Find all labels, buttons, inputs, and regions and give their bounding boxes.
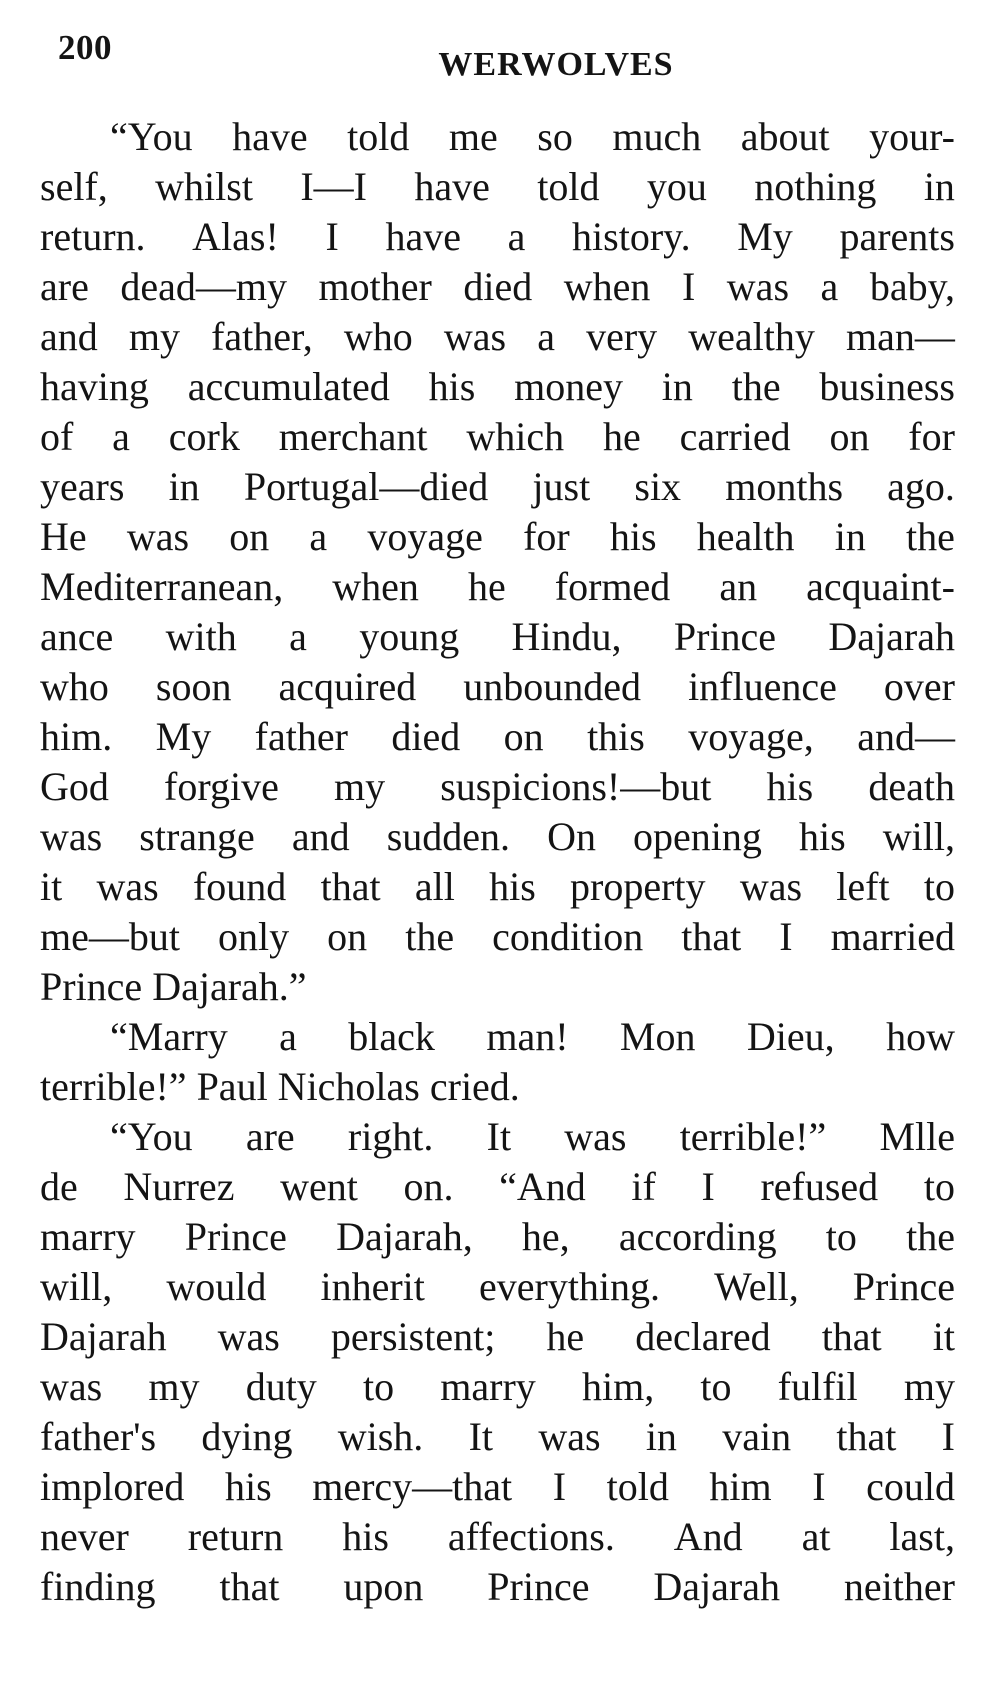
word: I xyxy=(779,914,793,959)
word: “You xyxy=(110,1114,193,1159)
word: was xyxy=(739,864,803,909)
word: Nurrez xyxy=(123,1164,235,1209)
word: upon xyxy=(343,1564,424,1609)
word: business xyxy=(819,364,955,409)
word: inherit xyxy=(320,1264,425,1309)
word: Dajarah, xyxy=(336,1214,473,1259)
word: “You xyxy=(110,114,193,159)
word: Prince xyxy=(487,1564,590,1609)
word: died xyxy=(391,714,461,759)
word: Dajarah xyxy=(653,1564,780,1609)
word: voyage xyxy=(367,514,483,559)
word: Mediterranean, xyxy=(40,564,284,609)
text-line xyxy=(40,1512,955,1562)
word: which xyxy=(466,414,565,459)
word: my xyxy=(903,1364,955,1409)
word: affections. xyxy=(447,1514,615,1559)
word: months xyxy=(725,464,844,509)
word: parents xyxy=(839,214,955,259)
word: he xyxy=(467,564,506,609)
word: that xyxy=(821,1314,882,1359)
text-line xyxy=(40,462,955,512)
word: the xyxy=(906,1214,955,1259)
word: it xyxy=(40,864,63,909)
word: for xyxy=(908,414,955,459)
word: return. xyxy=(40,214,146,259)
word: I xyxy=(812,1464,826,1509)
word: he, xyxy=(521,1214,570,1259)
word: all xyxy=(414,864,455,909)
word: fulfil xyxy=(777,1364,858,1409)
word: his xyxy=(489,864,536,909)
word: your- xyxy=(869,114,955,159)
running-head: WERWOLVES xyxy=(438,46,674,83)
word: and xyxy=(291,814,350,859)
text-line xyxy=(40,812,955,862)
word: he xyxy=(602,414,641,459)
word: formed xyxy=(554,564,671,609)
text-line xyxy=(40,1012,955,1062)
word: neither xyxy=(843,1564,955,1609)
word: my xyxy=(333,764,386,809)
word: young xyxy=(359,614,460,659)
word: property xyxy=(570,864,706,909)
word: only xyxy=(218,914,290,959)
word: “And xyxy=(499,1164,586,1209)
word: went xyxy=(280,1164,358,1209)
page-header xyxy=(58,28,968,88)
word: Prince xyxy=(673,614,777,659)
word: merchant xyxy=(278,414,428,459)
word: for xyxy=(523,514,570,559)
word: over xyxy=(883,664,955,709)
text-line xyxy=(40,312,955,362)
word: Prince xyxy=(852,1264,955,1309)
word: my xyxy=(128,314,180,359)
word: Hindu, xyxy=(511,614,622,659)
body-text xyxy=(40,112,955,1612)
word: told xyxy=(537,164,600,209)
word: On xyxy=(547,814,596,859)
word: Dajarah xyxy=(40,1314,167,1359)
word: money xyxy=(514,364,623,409)
word: me xyxy=(448,114,498,159)
word: to xyxy=(825,1214,857,1259)
word: implored xyxy=(40,1464,185,1509)
word: on xyxy=(327,914,368,959)
word: soon xyxy=(155,664,232,709)
word: having xyxy=(40,364,149,409)
word: with xyxy=(165,614,237,659)
word: who xyxy=(40,664,109,709)
word: wealthy xyxy=(688,314,815,359)
word: was xyxy=(96,864,159,909)
word: him, xyxy=(581,1364,655,1409)
word: the xyxy=(906,514,955,559)
word: that xyxy=(836,1414,897,1459)
word: told xyxy=(347,114,410,159)
word: declared xyxy=(635,1314,771,1359)
word: man! xyxy=(486,1014,569,1059)
text-line xyxy=(40,912,955,962)
word: him xyxy=(709,1464,772,1509)
word: if xyxy=(631,1164,656,1209)
word: him. xyxy=(40,714,113,759)
word: I xyxy=(941,1414,955,1459)
word: was xyxy=(538,1414,601,1459)
word: would xyxy=(166,1264,267,1309)
text-line xyxy=(40,162,955,212)
word: finding xyxy=(40,1564,156,1609)
word: to xyxy=(923,864,955,909)
word: health xyxy=(696,514,795,559)
word: I xyxy=(681,264,696,309)
word: a xyxy=(309,514,328,559)
word: It xyxy=(486,1114,512,1159)
word: I xyxy=(552,1464,567,1509)
word: are xyxy=(40,264,89,309)
word: will, xyxy=(882,814,955,859)
word: accumulated xyxy=(187,364,390,409)
word: vain xyxy=(722,1414,792,1459)
word: are xyxy=(245,1114,295,1159)
text-line xyxy=(40,1112,955,1162)
word: cork xyxy=(168,414,240,459)
text-line: terrible!” Paul Nicholas cried. xyxy=(40,1064,520,1109)
word: when xyxy=(332,564,419,609)
text-line xyxy=(40,362,955,412)
word: to xyxy=(700,1364,732,1409)
word: God xyxy=(40,764,109,809)
word: Mlle xyxy=(879,1114,955,1159)
text-line xyxy=(40,112,955,162)
word: his xyxy=(609,514,657,559)
word: who xyxy=(343,314,413,359)
word: a xyxy=(112,414,130,459)
word: according xyxy=(618,1214,777,1259)
word: father xyxy=(254,714,348,759)
word: a xyxy=(537,314,555,359)
word: last, xyxy=(889,1514,955,1559)
word: Dieu, xyxy=(746,1014,835,1059)
word: have xyxy=(232,114,308,159)
word: in xyxy=(923,164,955,209)
word: forgive xyxy=(164,764,279,809)
word: a xyxy=(507,214,526,259)
word: was xyxy=(40,814,103,859)
word: never xyxy=(40,1514,129,1559)
word: man— xyxy=(846,314,955,359)
word: history. xyxy=(572,214,691,259)
word: so xyxy=(537,114,573,159)
word: And xyxy=(673,1514,743,1559)
text-line xyxy=(40,1312,955,1362)
word: years xyxy=(40,464,125,509)
text-line xyxy=(40,212,955,262)
word: suspicions!—but xyxy=(440,764,712,809)
word: Dajarah xyxy=(828,614,955,659)
word: I xyxy=(325,214,339,259)
word: his xyxy=(224,1464,272,1509)
word: baby, xyxy=(869,264,955,309)
word: acquaint- xyxy=(806,564,955,609)
word: on xyxy=(829,414,870,459)
word: mercy—that xyxy=(312,1464,513,1509)
text-line xyxy=(40,1412,955,1462)
word: told xyxy=(606,1464,669,1509)
word: opening xyxy=(633,814,762,859)
word: six xyxy=(634,464,682,509)
text-line: Prince Dajarah.” xyxy=(40,964,307,1009)
word: could xyxy=(866,1464,955,1509)
word: strange xyxy=(139,814,255,859)
word: in xyxy=(834,514,866,559)
word: will, xyxy=(40,1264,113,1309)
word: on xyxy=(229,514,270,559)
word: He xyxy=(40,514,87,559)
word: return xyxy=(187,1514,284,1559)
word: his xyxy=(342,1514,389,1559)
word: was xyxy=(564,1114,627,1159)
word: was xyxy=(126,514,190,559)
word: voyage, xyxy=(688,714,814,759)
word: marry xyxy=(40,1214,136,1259)
word: persistent; xyxy=(330,1314,496,1359)
word: My xyxy=(737,214,793,259)
word: he xyxy=(546,1314,585,1359)
word: Portugal—died xyxy=(243,464,489,509)
word: an xyxy=(719,564,758,609)
word: the xyxy=(731,364,781,409)
word: at xyxy=(801,1514,831,1559)
word: condition xyxy=(492,914,644,959)
word: ance xyxy=(40,614,114,659)
word: duty xyxy=(245,1364,317,1409)
word: dying xyxy=(201,1414,293,1459)
word: in xyxy=(645,1414,677,1459)
word: father's xyxy=(40,1414,157,1459)
word: Mon xyxy=(619,1014,696,1059)
text-line xyxy=(40,512,955,562)
text-line xyxy=(40,1562,955,1612)
word: that xyxy=(320,864,381,909)
word: Well, xyxy=(714,1264,799,1309)
word: have xyxy=(414,164,490,209)
text-line xyxy=(40,1262,955,1312)
word: his xyxy=(766,764,814,809)
text-line xyxy=(40,1362,955,1412)
word: on. xyxy=(403,1164,454,1209)
word: a xyxy=(279,1014,297,1059)
word: married xyxy=(830,914,955,959)
word: dead—my xyxy=(120,264,287,309)
word: to xyxy=(923,1164,955,1209)
word: whilst xyxy=(155,164,253,209)
page-number: 200 xyxy=(58,28,112,67)
word: the xyxy=(405,914,455,959)
word: it xyxy=(932,1314,955,1359)
word: acquired xyxy=(278,664,417,709)
word: about xyxy=(740,114,830,159)
word: a xyxy=(820,264,839,309)
word: marry xyxy=(440,1364,536,1409)
word: a xyxy=(289,614,307,659)
text-line xyxy=(40,712,955,762)
word: just xyxy=(532,464,591,509)
word: very xyxy=(586,314,658,359)
word: you xyxy=(646,164,707,209)
word: found xyxy=(192,864,287,909)
word: terrible!” xyxy=(679,1114,827,1159)
word: left xyxy=(836,864,890,909)
word: carried xyxy=(679,414,791,459)
word: I xyxy=(701,1164,715,1209)
word: that xyxy=(219,1564,280,1609)
word: death xyxy=(868,764,955,809)
word: everything. xyxy=(478,1264,661,1309)
text-line xyxy=(40,762,955,812)
word: that xyxy=(681,914,742,959)
text-line xyxy=(40,862,955,912)
word: and— xyxy=(857,714,955,759)
word: to xyxy=(362,1364,395,1409)
word: father, xyxy=(211,314,313,359)
word: self, xyxy=(40,164,108,209)
word: much xyxy=(612,114,702,159)
text-line xyxy=(40,1162,955,1212)
word: was xyxy=(217,1314,280,1359)
word: have xyxy=(385,214,461,259)
word: in xyxy=(168,464,200,509)
word: black xyxy=(348,1014,435,1059)
word: me—but xyxy=(40,914,180,959)
word: refused xyxy=(760,1164,879,1209)
text-line xyxy=(40,562,955,612)
word: Alas! xyxy=(192,214,279,259)
word: when xyxy=(563,264,651,309)
word: my xyxy=(148,1364,200,1409)
word: was xyxy=(443,314,507,359)
word: “Marry xyxy=(110,1014,228,1059)
text-line xyxy=(40,1462,955,1512)
text-line xyxy=(40,662,955,712)
text-line xyxy=(40,1212,955,1262)
word: on xyxy=(503,714,544,759)
word: mother xyxy=(318,264,432,309)
word: of xyxy=(40,414,74,459)
text-line xyxy=(40,262,955,312)
word: this xyxy=(587,714,645,759)
word: was xyxy=(726,264,790,309)
word: in xyxy=(661,364,693,409)
word: was xyxy=(40,1364,103,1409)
word: died xyxy=(463,264,533,309)
word: nothing xyxy=(754,164,877,209)
word: It xyxy=(468,1414,494,1459)
word: I—I xyxy=(300,164,367,209)
word: Prince xyxy=(184,1214,287,1259)
word: his xyxy=(798,814,846,859)
word: influence xyxy=(688,664,837,709)
word: and xyxy=(40,314,98,359)
word: wish. xyxy=(337,1414,424,1459)
word: sudden. xyxy=(386,814,511,859)
word: how xyxy=(886,1014,955,1059)
word: de xyxy=(40,1164,78,1209)
text-line xyxy=(40,612,955,662)
word: his xyxy=(428,364,476,409)
word: My xyxy=(155,714,212,759)
word: unbounded xyxy=(463,664,642,709)
word: right. xyxy=(347,1114,434,1159)
text-line xyxy=(40,412,955,462)
word: ago. xyxy=(887,464,955,509)
